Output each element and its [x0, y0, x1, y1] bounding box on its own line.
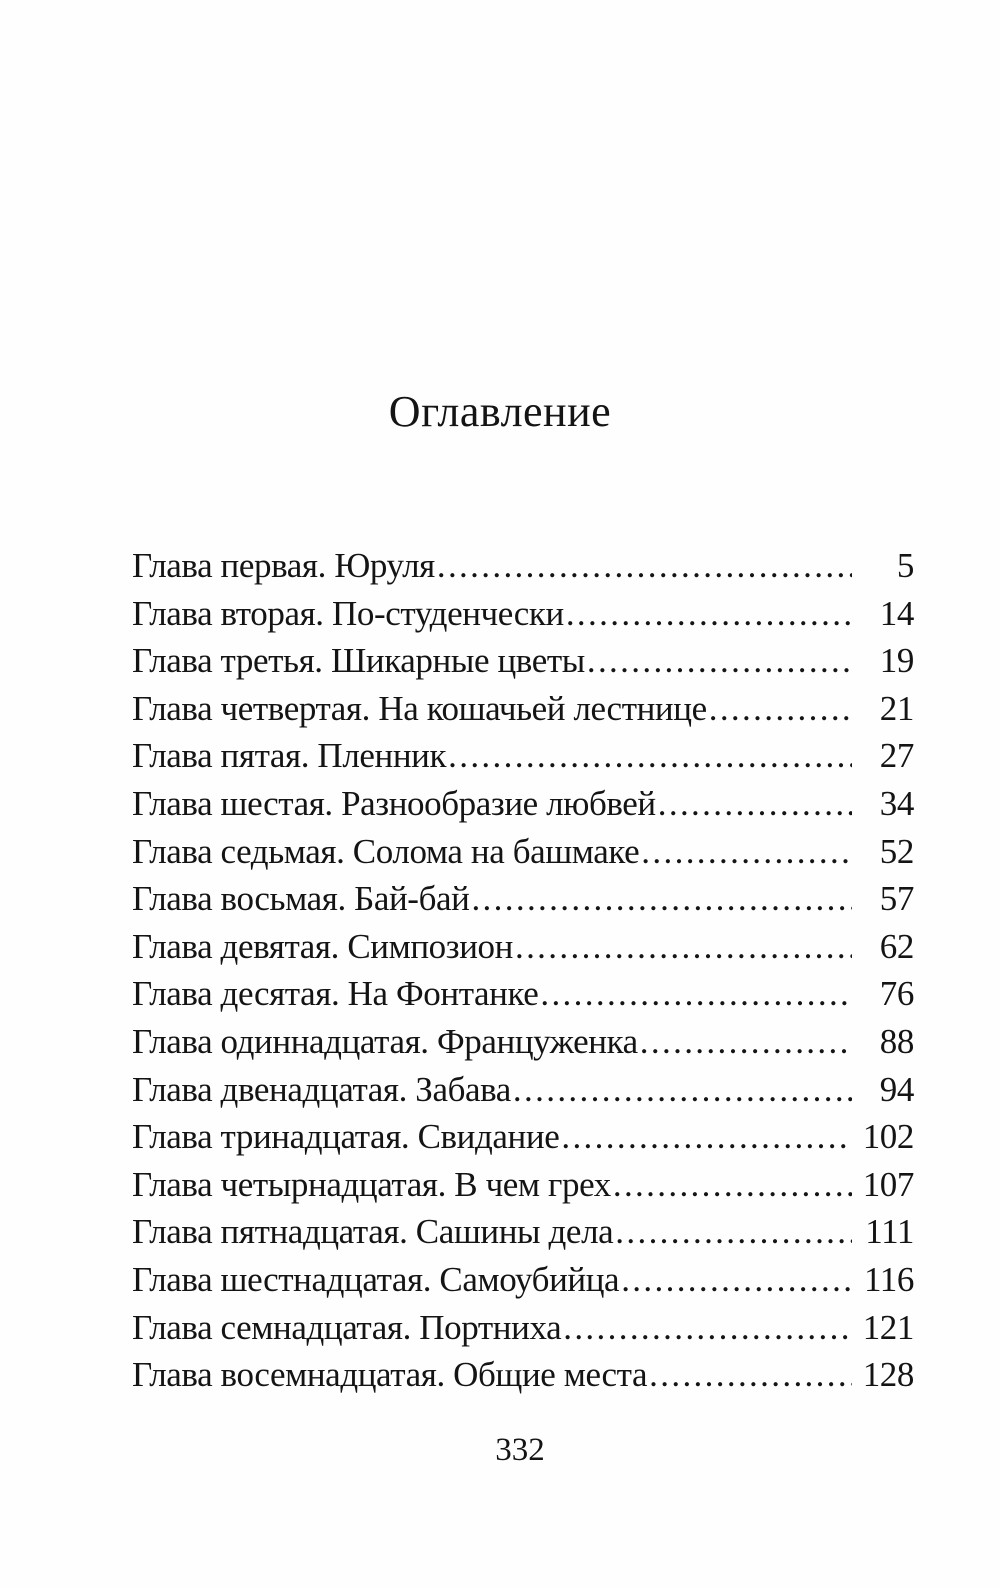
- toc-entry-page: 107: [862, 1164, 914, 1204]
- toc-entry: [132, 1161, 914, 1209]
- toc-entry: [132, 1066, 914, 1114]
- toc-entry: [132, 637, 914, 685]
- toc-entry: [132, 780, 914, 828]
- toc-entry: [132, 685, 914, 733]
- toc-entry: [132, 875, 914, 923]
- toc-entry-title: Глава восьмая. Бай-бай: [132, 879, 470, 919]
- toc-entry-title: Глава шестнадцатая. Самоубийца: [132, 1259, 620, 1299]
- toc-entry: [132, 970, 914, 1018]
- dot-leader: [471, 875, 852, 923]
- dot-leader: [709, 685, 852, 733]
- toc-entry-page: 27: [879, 736, 914, 776]
- toc-entry: [132, 1018, 914, 1066]
- table-of-contents: [132, 542, 914, 1399]
- dot-leader: [621, 1256, 852, 1304]
- dot-leader: [658, 780, 852, 828]
- toc-entry-page: 62: [879, 926, 914, 966]
- toc-entry: [132, 590, 914, 638]
- toc-entry-page: 111: [865, 1212, 914, 1252]
- toc-entry: [132, 1256, 914, 1304]
- dot-leader: [566, 590, 852, 638]
- dot-leader: [513, 1066, 852, 1114]
- toc-entry: [132, 923, 914, 971]
- toc-entry-page: 116: [863, 1259, 914, 1299]
- toc-entry-title: Глава десятая. На Фонтанке: [132, 974, 539, 1014]
- dot-leader: [515, 923, 852, 971]
- page-title: Оглавление: [388, 387, 612, 436]
- toc-entry-title: Глава вторая. По-студенчески: [132, 593, 564, 633]
- toc-entry-page: 34: [879, 783, 914, 823]
- bleed-through-text: [70, 80, 900, 380]
- toc-entry-title: Глава пятнадцатая. Сашины дела: [132, 1212, 614, 1252]
- dot-leader: [640, 1018, 852, 1066]
- toc-entry: [132, 1304, 914, 1352]
- toc-entry-title: Глава третья. Шикарные цветы: [132, 641, 585, 681]
- dot-leader: [448, 732, 852, 780]
- page-number: 332: [495, 1432, 545, 1468]
- toc-entry: [132, 732, 914, 780]
- toc-entry: [132, 1113, 914, 1161]
- toc-entry-title: Глава тринадцатая. Свидание: [132, 1117, 560, 1157]
- dot-leader: [437, 542, 852, 590]
- toc-entry-title: Глава двенадцатая. Забава: [132, 1069, 511, 1109]
- toc-entry-page: 52: [879, 831, 914, 871]
- toc-entry: [132, 828, 914, 876]
- toc-entry: [132, 1351, 914, 1399]
- toc-entry-page: 19: [879, 641, 914, 681]
- dot-leader: [561, 1113, 852, 1161]
- toc-entry-page: 21: [879, 688, 914, 728]
- dot-leader: [615, 1208, 852, 1256]
- toc-entry-page: 121: [862, 1307, 914, 1347]
- toc-entry: [132, 1208, 914, 1256]
- toc-entry-title: Глава семнадцатая. Портниха: [132, 1307, 562, 1347]
- dot-leader: [649, 1351, 852, 1399]
- toc-entry-page: 94: [879, 1069, 914, 1109]
- toc-entry-title: Глава пятая. Пленник: [132, 736, 447, 776]
- dot-leader: [641, 828, 852, 876]
- toc-entry-page: 57: [879, 879, 914, 919]
- toc-entry-page: 102: [862, 1117, 914, 1157]
- toc-entry-page: 128: [862, 1355, 914, 1395]
- dot-leader: [613, 1161, 852, 1209]
- dot-leader: [587, 637, 852, 685]
- toc-entry-title: Глава одиннадцатая. Француженка: [132, 1021, 638, 1061]
- toc-entry: [132, 542, 914, 590]
- toc-entry-title: Глава седьмая. Солома на башмаке: [132, 831, 640, 871]
- toc-entry-page: 76: [879, 974, 914, 1014]
- dot-leader: [540, 970, 852, 1018]
- toc-entry-title: Глава девятая. Симпозион: [132, 926, 513, 966]
- toc-entry-title: Глава первая. Юруля: [132, 546, 435, 585]
- toc-entry-title: Глава шестая. Разнообразие любвей: [132, 783, 656, 823]
- toc-entry-page: 5: [896, 546, 914, 585]
- toc-entry-title: Глава четырнадцатая. В чем грех: [132, 1164, 611, 1204]
- toc-entry-page: 14: [879, 593, 914, 633]
- toc-entry-page: 88: [879, 1021, 914, 1061]
- toc-entry-title: Глава восемнадцатая. Общие места: [132, 1355, 648, 1395]
- dot-leader: [563, 1304, 852, 1352]
- toc-entry-title: Глава четвертая. На кошачьей лестнице: [132, 688, 707, 728]
